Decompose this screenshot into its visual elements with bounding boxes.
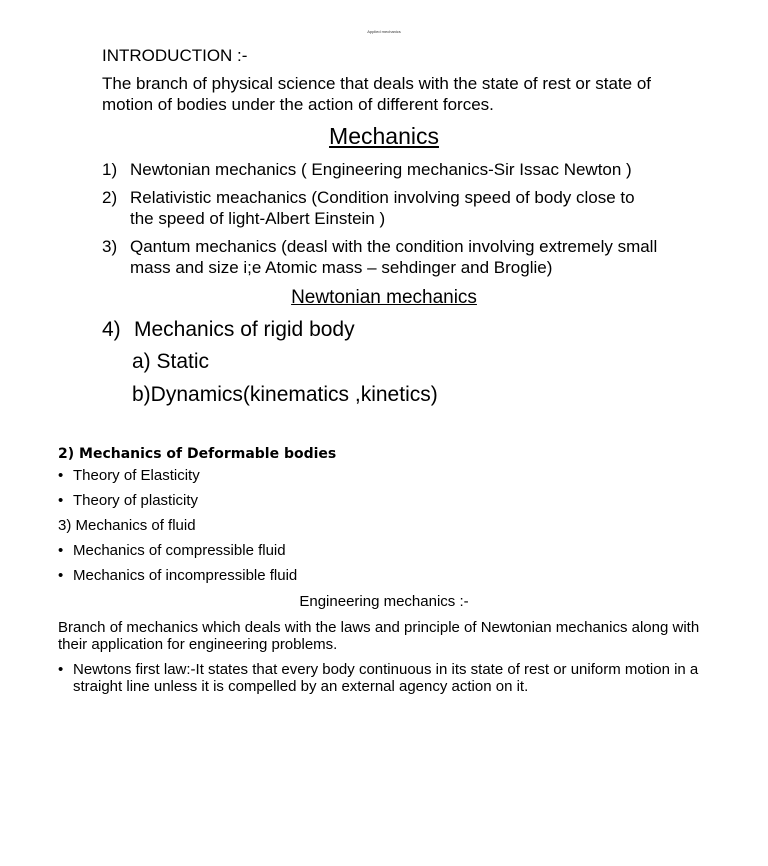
rigid-body-heading: Mechanics of rigid body [134, 318, 355, 341]
list-item: Mechanics of incompressible fluid [73, 567, 298, 584]
bullet-icon: • [58, 492, 64, 509]
engineering-heading: Engineering mechanics :- [299, 593, 469, 610]
engineering-paragraph: Branch of mechanics which deals with the laws and principle of Newtonian mechanics along with their application for engineering problems. [58, 619, 700, 653]
bullet-icon: • [58, 467, 64, 484]
list-item: Mechanics of compressible fluid [73, 542, 286, 559]
list-item: Theory of plasticity [73, 492, 199, 509]
running-header: Applied mechanics [367, 29, 401, 34]
static-item: a) Static [132, 350, 210, 373]
newtonian-mechanics-title: Newtonian mechanics [291, 287, 477, 308]
list-item-number: 1) [102, 160, 118, 179]
list-item-number: 3) [102, 237, 118, 256]
bullet-icon: • [58, 567, 64, 584]
mechanics-title: Mechanics [329, 123, 439, 149]
list-item-number: 2) [102, 188, 118, 207]
fluid-heading: 3) Mechanics of fluid [58, 517, 196, 534]
dynamics-item: b)Dynamics(kinematics ,kinetics) [132, 383, 438, 406]
deformable-heading: 2) Mechanics of Deformable bodies [58, 446, 337, 462]
list-item-text: Relativistic meachanics (Condition involving speed of body close to the speed of light-Albert Einstein ) [130, 188, 635, 228]
first-law-text: Newtons first law:-It states that every body continuous in its state of rest or uniform motion in a straight line unless it is compelled by an external agency action on it. [73, 661, 699, 695]
list-item: Theory of Elasticity [73, 467, 200, 484]
bullet-icon: • [58, 542, 64, 559]
list-item-text: Qantum mechanics (deasl with the condition involving extremely small mass and size i;e Atomic mass – sehdinger and Broglie) [130, 237, 658, 277]
rigid-body-number: 4) [102, 318, 121, 341]
intro-heading: INTRODUCTION :- [102, 46, 248, 65]
list-item-text: Newtonian mechanics ( Engineering mechanics-Sir Issac Newton ) [130, 160, 632, 179]
intro-paragraph: The branch of physical science that deals with the state of rest or state of motion of bodies under the action of different forces. [102, 74, 652, 114]
bullet-icon: • [58, 661, 64, 678]
